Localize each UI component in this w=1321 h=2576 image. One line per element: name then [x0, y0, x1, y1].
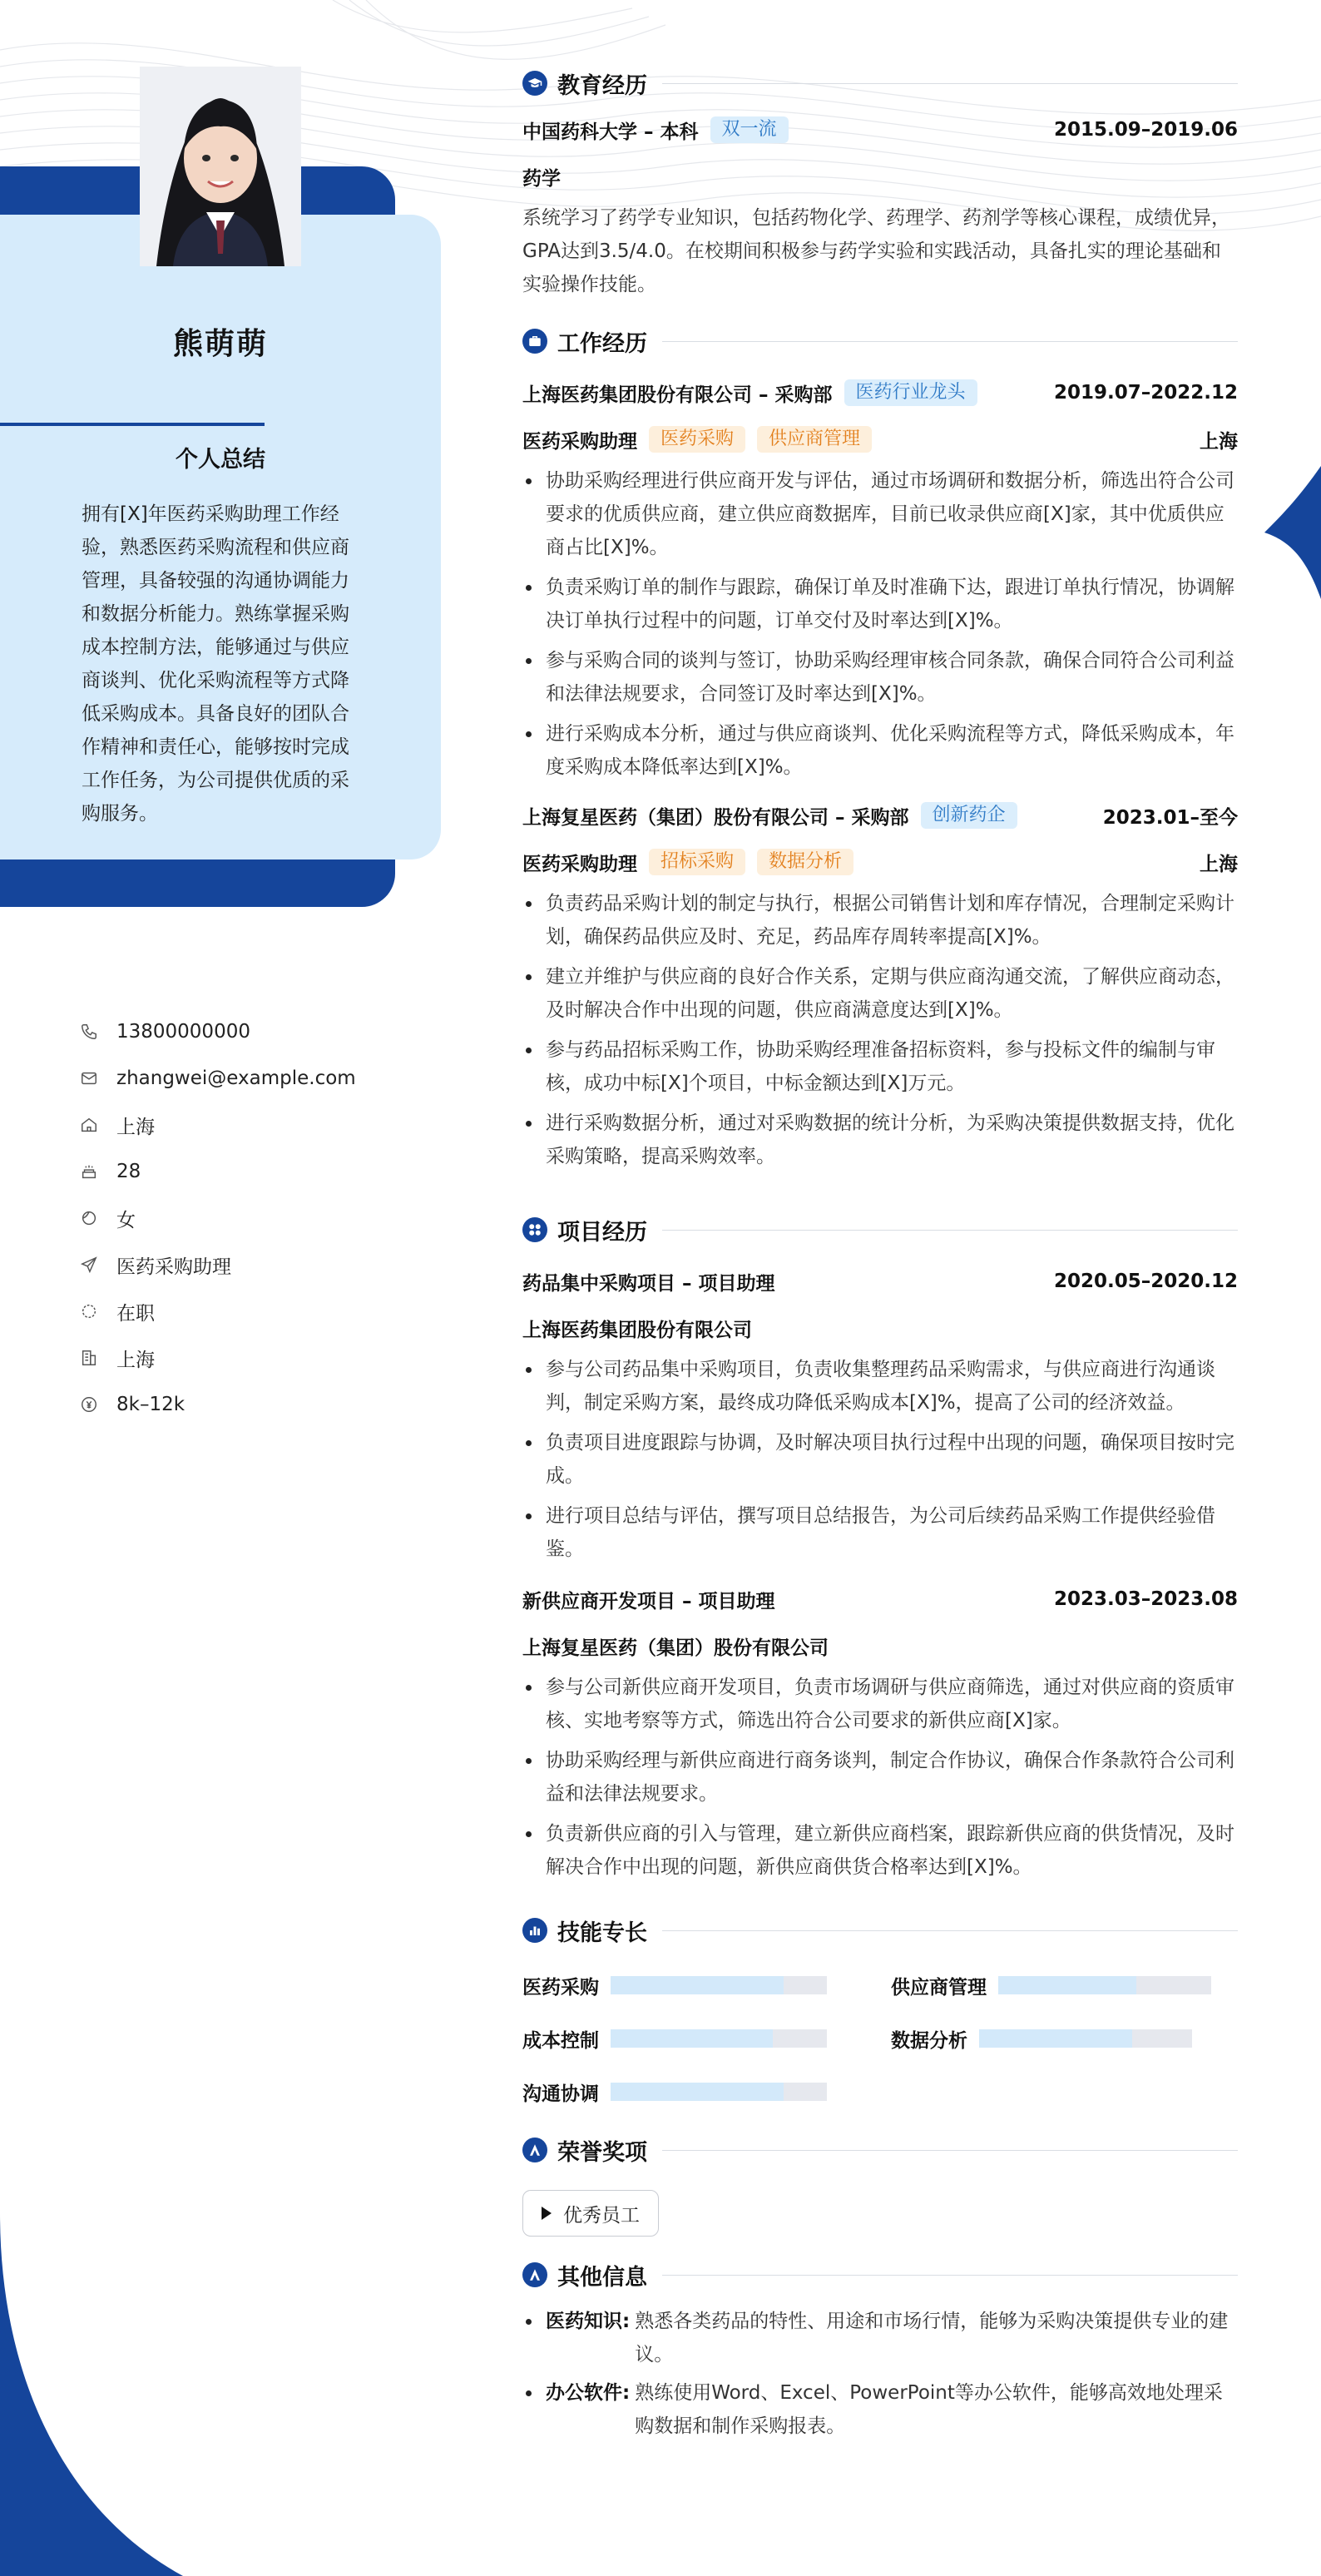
education-header [522, 60, 1238, 107]
graduation-cap-icon [522, 71, 547, 96]
company-tag: 创新药企 [921, 802, 1017, 829]
education-description: 系统学习了药学专业知识，包括药物化学、药理学、药剂学等核心课程，成绩优异，GPA达到3.5/4.0。在校期间积极参与药学实验和实践活动，具备扎实的理论基础和实验操作技能。 [522, 207, 1230, 295]
list-item: 负责采购订单的制作与跟踪，确保订单及时准确下达，跟进订单执行情况，协调解决订单执行过程中的问题，订单交付及时率达到[X]%。 [522, 571, 1238, 637]
contact-value: 8k–12k [116, 1394, 186, 1415]
section-rule [662, 341, 1238, 342]
work-bullets [522, 887, 1238, 1173]
status-icon [80, 1302, 116, 1320]
summary-title: 个人总结 [176, 447, 265, 473]
award-icon [522, 2138, 547, 2162]
honor-badge [522, 2190, 659, 2237]
phone-icon [80, 1023, 116, 1041]
project-bullets [522, 1353, 1238, 1566]
skill-item [891, 1959, 1240, 2012]
work-period: 2023.01–至今 [1102, 806, 1238, 829]
profile-photo [140, 67, 301, 266]
other-label: 办公软件: [546, 2382, 631, 2404]
list-item [522, 2305, 1238, 2371]
skill-item [522, 2065, 891, 2118]
list-item: 负责新供应商的引入与管理，建立新供应商档案，跟踪新供应商的供货情况，及时解决合作中出现的问题，新供应商供货合格率达到[X]%。 [522, 1817, 1238, 1884]
skill-bar [998, 1976, 1211, 1994]
contact-value: 28 [116, 1161, 141, 1182]
honors-header [522, 2127, 1238, 2173]
contact-value: zhangwei@example.com [116, 1068, 356, 1089]
briefcase-icon [522, 329, 547, 354]
work-city: 上海 [1200, 853, 1238, 875]
list-item: 负责项目进度跟踪与协调，及时解决项目执行过程中出现的问题，确保项目按时完成。 [522, 1426, 1238, 1493]
skills-grid [522, 1959, 1238, 2118]
skill-bar-fill [611, 2083, 784, 2101]
role-tag: 招标采购 [649, 849, 745, 875]
contact-salary [80, 1381, 356, 1428]
skill-bar [979, 2029, 1192, 2048]
skill-item [891, 2012, 1240, 2065]
list-item: 参与公司药品集中采购项目，负责收集整理药品采购需求，与供应商进行沟通谈判，制定采购方案，最终成功降低采购成本[X]%，提高了公司的经济效益。 [522, 1353, 1238, 1419]
section-title: 教育经历 [557, 72, 647, 99]
school-tag: 双一流 [710, 116, 789, 143]
skill-bar-fill [979, 2029, 1132, 2048]
list-item: 参与药品招标采购工作，协助采购经理准备招标资料，参与投标文件的编制与审核，成功中标[X]个项目，中标金额达到[X]万元。 [522, 1033, 1238, 1100]
other-text: 熟悉各类药品的特性、用途和市场行情，能够为采购决策提供专业的建议。 [635, 2311, 1229, 2365]
other-header [522, 2252, 1238, 2298]
contact-phone [80, 1008, 356, 1055]
summary-text: 拥有[X]年医药采购助理工作经验，熟悉医药采购流程和供应商管理，具备较强的沟通协调能力和数据分析能力。熟练掌握采购成本控制方法，能够通过与供应商谈判、优化采购流程等方式降低采购成本。具备良好的团队合作精神和责任心，能够按时完成工作任务，为公司提供优质的采购服务。 [82, 503, 349, 825]
project-name: 药品集中采购项目 – 项目助理 [522, 1272, 775, 1295]
section-title: 技能专长 [557, 1920, 647, 1946]
project-company: 上海医药集团股份有限公司 [522, 1319, 752, 1341]
project-company: 上海复星医药（集团）股份有限公司 [522, 1637, 829, 1659]
salary-icon [80, 1395, 116, 1414]
skill-bar-fill [998, 1976, 1136, 1994]
contact-list [80, 1008, 356, 1428]
project-row [522, 1258, 1238, 1305]
contact-value: 医药采购助理 [116, 1256, 231, 1278]
contact-status [80, 1288, 356, 1335]
summary-divider [0, 423, 265, 426]
skill-name: 沟通协调 [522, 2083, 599, 2105]
project-name: 新供应商开发项目 – 项目助理 [522, 1590, 775, 1612]
skill-bar [611, 2029, 827, 2048]
skill-bar [611, 2083, 827, 2101]
skill-name: 供应商管理 [891, 1976, 987, 1999]
gender-icon [80, 1209, 116, 1227]
section-title: 荣誉奖项 [557, 2139, 647, 2166]
project-item [522, 1258, 1238, 1566]
role-tag: 供应商管理 [757, 426, 872, 453]
cake-icon [80, 1162, 116, 1181]
other-text: 熟练使用Word、Excel、PowerPoint等办公软件，能够高效地处理采购数据和制作采购报表。 [635, 2382, 1223, 2437]
company-name: 上海复星医药（集团）股份有限公司 – 采购部 [522, 806, 909, 829]
work-city: 上海 [1200, 430, 1238, 453]
other-label: 医药知识: [546, 2311, 631, 2332]
work-item [522, 369, 1238, 784]
list-item: 进行项目总结与评估，撰写项目总结报告，为公司后续药品采购工作提供经验借鉴。 [522, 1499, 1238, 1566]
contact-value: 在职 [116, 1302, 155, 1325]
section-title: 其他信息 [557, 2264, 647, 2291]
list-item: 协助采购经理进行供应商开发与评估，通过市场调研和数据分析，筛选出符合公司要求的优质供应商，建立供应商数据库，目前已收录供应商[X]家，其中优质供应商占比[X]%。 [522, 464, 1238, 564]
list-item: 参与公司新供应商开发项目，负责市场调研与供应商筛选，通过对供应商的资质审核、实地考察等方式，筛选出符合公司要求的新供应商[X]家。 [522, 1671, 1238, 1737]
skill-name: 数据分析 [891, 2029, 967, 2052]
section-rule [662, 1930, 1238, 1931]
contact-value: 女 [116, 1209, 136, 1231]
list-item: 进行采购成本分析，通过与供应商谈判、优化采购流程等方式，降低采购成本，年度采购成本降低率达到[X]%。 [522, 717, 1238, 784]
contact-gender [80, 1195, 356, 1241]
work-period: 2019.07–2022.12 [1053, 382, 1238, 404]
section-rule [662, 2275, 1238, 2276]
role-name: 医药采购助理 [522, 853, 637, 875]
education-major: 药学 [522, 167, 561, 190]
contact-value: 上海 [116, 1116, 155, 1138]
education-row [522, 107, 1238, 153]
skill-bar [611, 1976, 827, 1994]
play-icon [542, 2207, 552, 2220]
work-company-row [522, 792, 1238, 839]
bar-chart-icon [522, 1918, 547, 1943]
contact-value: 13800000000 [116, 1021, 250, 1043]
project-item [522, 1576, 1238, 1884]
work-item [522, 792, 1238, 1173]
skill-name: 医药采购 [522, 1976, 599, 1999]
project-period: 2023.03–2023.08 [1053, 1588, 1238, 1610]
main-content [522, 60, 1238, 2448]
company-name: 上海医药集团股份有限公司 – 采购部 [522, 384, 833, 406]
work-role-row [522, 416, 1238, 463]
section-title: 项目经历 [557, 1219, 647, 1246]
projects-header [522, 1206, 1238, 1253]
list-item: 建立并维护与供应商的良好合作关系，定期与供应商沟通交流，了解供应商动态，及时解决合作中出现的问题，供应商满意度达到[X]%。 [522, 960, 1238, 1027]
list-item [522, 2376, 1238, 2443]
list-item: 负责药品采购计划的制定与执行，根据公司销售计划和库存情况，合理制定采购计划，确保药品供应及时、充足，药品库存周转率提高[X]%。 [522, 887, 1238, 954]
mail-icon [80, 1069, 116, 1087]
role-tag: 医药采购 [649, 426, 745, 453]
corner-decoration-bottom-left [0, 2213, 183, 2576]
education-period: 2015.09–2019.06 [1053, 119, 1238, 141]
skill-item [522, 1959, 891, 2012]
list-item: 协助采购经理与新供应商进行商务谈判，制定合作协议，确保合作条款符合公司利益和法律法规要求。 [522, 1744, 1238, 1811]
list-item: 参与采购合同的谈判与签订，协助采购经理审核合同条款，确保合同符合公司利益和法律法规要求，合同签订及时率达到[X]%。 [522, 644, 1238, 711]
section-title: 工作经历 [557, 330, 647, 357]
work-bullets [522, 464, 1238, 784]
contact-city [80, 1335, 356, 1381]
skill-bar-fill [611, 1976, 784, 1994]
role-name: 医药采购助理 [522, 430, 637, 453]
sidebar [0, 0, 441, 1498]
grid-icon [522, 1217, 547, 1242]
skill-name: 成本控制 [522, 2029, 599, 2052]
building-icon [80, 1349, 116, 1367]
section-rule [662, 1230, 1238, 1231]
company-tag: 医药行业龙头 [844, 379, 977, 406]
skill-bar-fill [611, 2029, 773, 2048]
section-rule [662, 2150, 1238, 2151]
project-bullets [522, 1671, 1238, 1884]
send-icon [80, 1256, 116, 1274]
role-tag: 数据分析 [757, 849, 853, 875]
other-list [522, 2305, 1238, 2443]
project-period: 2020.05–2020.12 [1053, 1271, 1238, 1292]
info-icon [522, 2262, 547, 2287]
work-header [522, 318, 1238, 364]
list-item: 进行采购数据分析，通过对采购数据的统计分析，为采购决策提供数据支持，优化采购策略，提高采购效率。 [522, 1107, 1238, 1173]
work-company-row [522, 369, 1238, 416]
skill-item [522, 2012, 891, 2065]
skills-header [522, 1907, 1238, 1954]
contact-value: 上海 [116, 1349, 155, 1371]
honor-label: 优秀员工 [563, 2204, 640, 2227]
profile-name: 熊萌萌 [172, 327, 268, 361]
contact-email [80, 1055, 356, 1102]
corner-decoration-right [1264, 466, 1321, 599]
project-row [522, 1576, 1238, 1622]
contact-age [80, 1148, 356, 1195]
section-rule [662, 83, 1238, 84]
home-icon [80, 1116, 116, 1134]
school-name: 中国药科大学 – 本科 [522, 121, 699, 143]
work-role-row [522, 839, 1238, 885]
contact-home [80, 1102, 356, 1148]
contact-position [80, 1241, 356, 1288]
